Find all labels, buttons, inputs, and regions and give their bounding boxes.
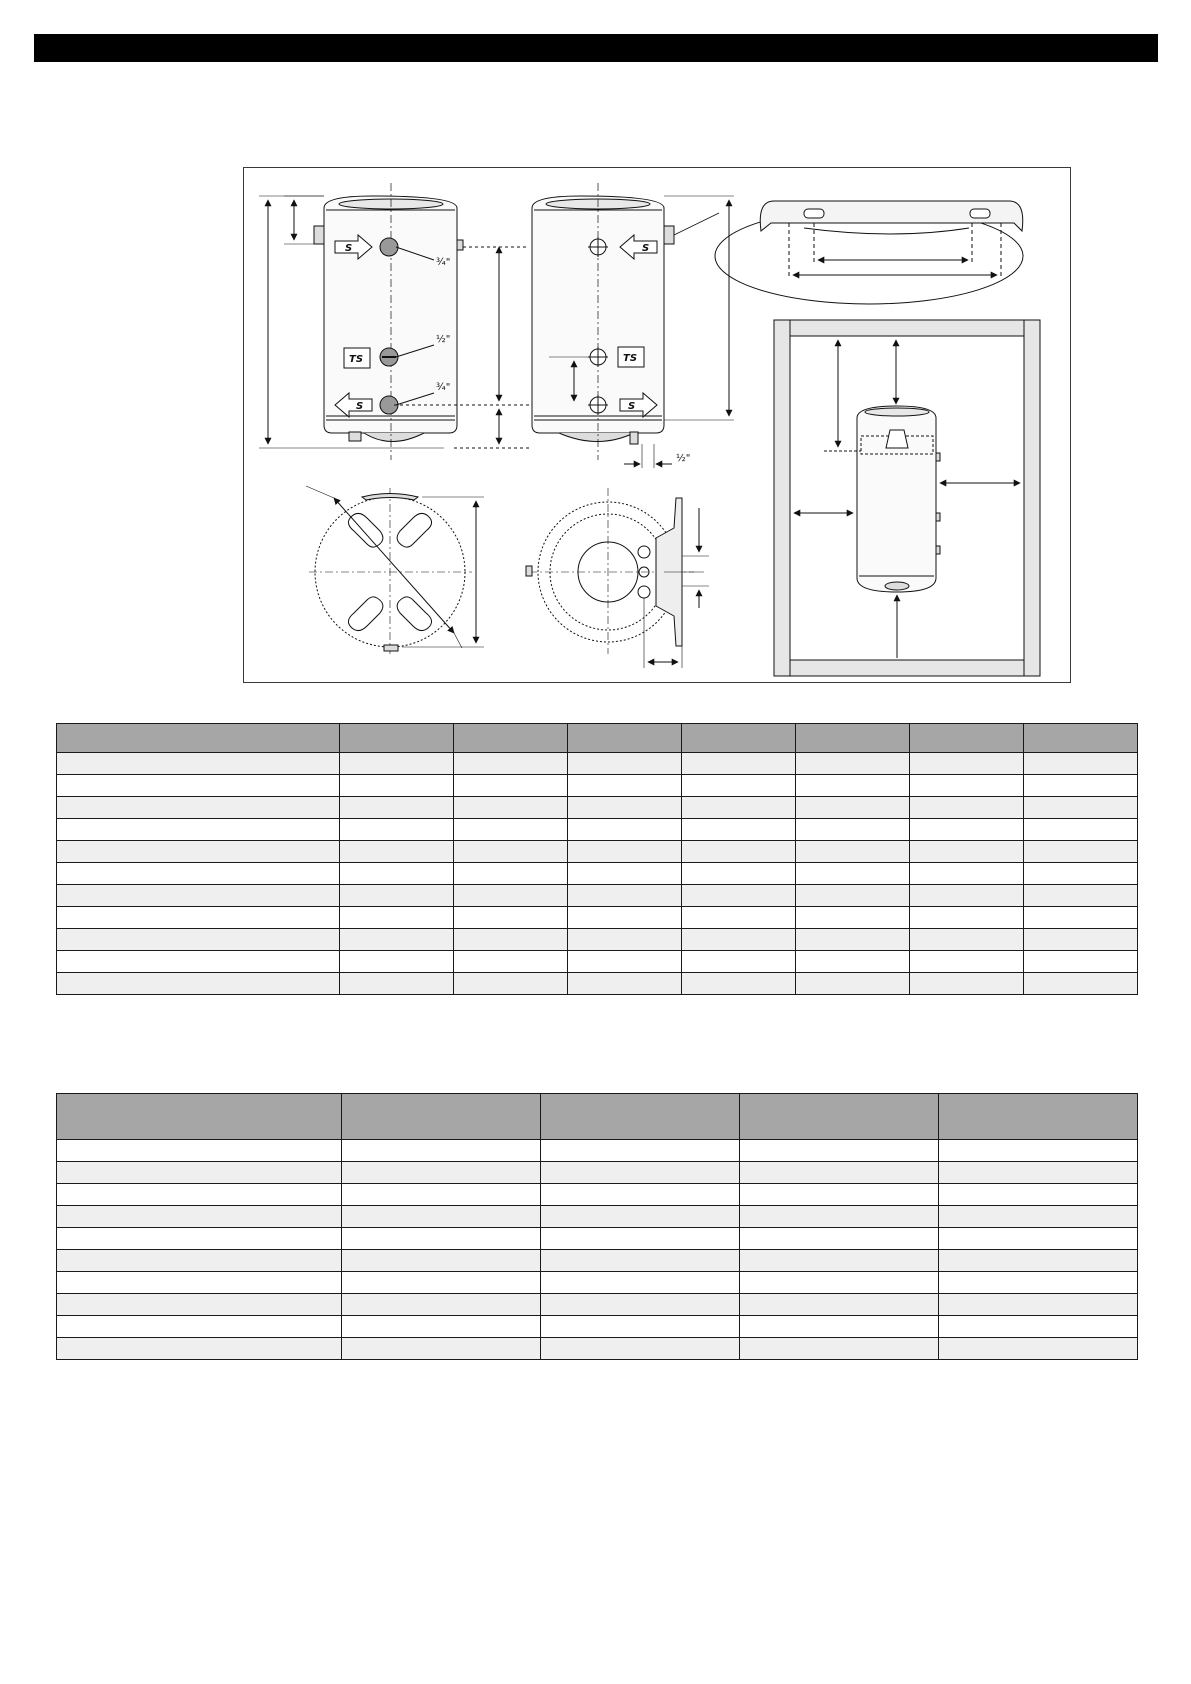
table-cell <box>342 1162 541 1184</box>
table-cell <box>910 797 1024 819</box>
table-row <box>57 1316 1138 1338</box>
table-header-row <box>57 1094 1138 1140</box>
table-cell <box>1024 797 1138 819</box>
table-cell <box>541 1162 740 1184</box>
table-cell <box>454 797 568 819</box>
table-cell <box>57 1094 342 1140</box>
table-cell <box>541 1140 740 1162</box>
table-cell <box>568 753 682 775</box>
table-cell <box>939 1316 1138 1338</box>
header-bar <box>34 34 1158 62</box>
table-cell <box>57 1184 342 1206</box>
table-cell <box>541 1228 740 1250</box>
table-row <box>57 1206 1138 1228</box>
table-cell <box>541 1250 740 1272</box>
table-cell <box>1024 907 1138 929</box>
table-cell <box>796 724 910 753</box>
table-cell <box>568 885 682 907</box>
table-cell <box>796 775 910 797</box>
table-cell <box>568 907 682 929</box>
table-cell <box>682 819 796 841</box>
table-cell <box>342 1294 541 1316</box>
table-cell <box>340 753 454 775</box>
fraction-three-quarter: ¾" <box>436 257 451 268</box>
table-cell <box>454 885 568 907</box>
s-label: S <box>642 243 650 254</box>
table-cell <box>939 1162 1138 1184</box>
installation-diagram <box>243 167 1071 683</box>
table-cell <box>910 929 1024 951</box>
table-cell <box>340 951 454 973</box>
table-cell <box>541 1338 740 1360</box>
table-cell <box>796 885 910 907</box>
table-cell <box>57 929 340 951</box>
table-cell <box>454 775 568 797</box>
table-cell <box>342 1250 541 1272</box>
table-cell <box>796 951 910 973</box>
table-row <box>57 1228 1138 1250</box>
specification-table-1 <box>56 723 1138 995</box>
table-cell <box>57 1338 342 1360</box>
table-cell <box>568 797 682 819</box>
table-row <box>57 1162 1138 1184</box>
table-cell <box>57 1316 342 1338</box>
table-row <box>57 885 1138 907</box>
table-cell <box>340 907 454 929</box>
table-cell <box>340 724 454 753</box>
table-row <box>57 1272 1138 1294</box>
table-cell <box>682 841 796 863</box>
table-cell <box>568 724 682 753</box>
table-cell <box>939 1140 1138 1162</box>
table-cell <box>740 1250 939 1272</box>
table-cell <box>454 724 568 753</box>
table-cell <box>740 1272 939 1294</box>
table-cell <box>57 1206 342 1228</box>
table-cell <box>454 841 568 863</box>
table-cell <box>939 1206 1138 1228</box>
table-cell <box>342 1338 541 1360</box>
table-cell <box>1024 863 1138 885</box>
table-cell <box>939 1250 1138 1272</box>
table-cell <box>910 753 1024 775</box>
top-view <box>306 486 484 654</box>
table-cell <box>342 1140 541 1162</box>
table-cell <box>57 863 340 885</box>
specification-table-2 <box>56 1093 1138 1360</box>
table-cell <box>1024 775 1138 797</box>
table-cell <box>1024 973 1138 995</box>
table-cell <box>57 951 340 973</box>
table-cell <box>740 1228 939 1250</box>
table-cell <box>340 973 454 995</box>
s-label: S <box>628 401 636 412</box>
table-cell <box>340 863 454 885</box>
table-cell <box>1024 929 1138 951</box>
table-row <box>57 929 1138 951</box>
table-row <box>57 1338 1138 1360</box>
side-view-tank <box>532 183 674 460</box>
table-cell <box>910 863 1024 885</box>
table-cell <box>568 863 682 885</box>
table-cell <box>939 1272 1138 1294</box>
table-cell <box>454 819 568 841</box>
table-row <box>57 819 1138 841</box>
table-cell <box>740 1162 939 1184</box>
table-row <box>57 1294 1138 1316</box>
table-row <box>57 973 1138 995</box>
table-cell <box>541 1184 740 1206</box>
table-cell <box>910 841 1024 863</box>
table-cell <box>454 863 568 885</box>
table-cell <box>57 907 340 929</box>
table-cell <box>1024 819 1138 841</box>
ts-label: TS <box>349 354 364 365</box>
table-cell <box>796 753 910 775</box>
table-cell <box>57 819 340 841</box>
table-cell <box>939 1338 1138 1360</box>
table-cell <box>682 973 796 995</box>
table-cell <box>740 1338 939 1360</box>
table-cell <box>740 1294 939 1316</box>
table-cell <box>682 863 796 885</box>
table-cell <box>796 797 910 819</box>
table-cell <box>1024 724 1138 753</box>
table-cell <box>740 1184 939 1206</box>
table-cell <box>541 1316 740 1338</box>
table-cell <box>340 885 454 907</box>
table-cell <box>796 973 910 995</box>
table-cell <box>568 819 682 841</box>
table-cell <box>796 929 910 951</box>
table-cell <box>740 1094 939 1140</box>
s-label: S <box>345 243 353 254</box>
table-cell <box>740 1316 939 1338</box>
table-cell <box>340 841 454 863</box>
table-cell <box>57 1250 342 1272</box>
table-cell <box>340 929 454 951</box>
table-cell <box>939 1294 1138 1316</box>
table-cell <box>57 841 340 863</box>
table-cell <box>682 885 796 907</box>
table-cell <box>57 1228 342 1250</box>
clearance-view <box>774 320 1040 676</box>
table-cell <box>939 1228 1138 1250</box>
table-cell <box>740 1206 939 1228</box>
bottom-view <box>526 488 709 668</box>
table-cell <box>796 907 910 929</box>
table-cell <box>454 907 568 929</box>
table-cell <box>568 929 682 951</box>
table-cell <box>342 1316 541 1338</box>
table-cell <box>796 863 910 885</box>
table-cell <box>910 973 1024 995</box>
table-cell <box>568 775 682 797</box>
table-cell <box>1024 951 1138 973</box>
table-cell <box>682 929 796 951</box>
table-cell <box>541 1094 740 1140</box>
table-cell <box>796 841 910 863</box>
table-cell <box>57 1162 342 1184</box>
table-cell <box>682 724 796 753</box>
table-cell <box>340 819 454 841</box>
table-cell <box>939 1184 1138 1206</box>
ts-label: TS <box>623 353 638 364</box>
table-cell <box>454 973 568 995</box>
table-row <box>57 1250 1138 1272</box>
table-cell <box>1024 841 1138 863</box>
table-cell <box>342 1184 541 1206</box>
table-cell <box>541 1272 740 1294</box>
table-row <box>57 775 1138 797</box>
table-cell <box>1024 885 1138 907</box>
front-view-tank <box>314 183 463 460</box>
table-row <box>57 797 1138 819</box>
table-cell <box>57 1294 342 1316</box>
table-row <box>57 1140 1138 1162</box>
wall-bracket-detail <box>715 201 1023 304</box>
table-cell <box>57 724 340 753</box>
fraction-half: ½" <box>676 453 691 464</box>
table-header-row <box>57 724 1138 753</box>
table-cell <box>910 951 1024 973</box>
fraction-three-quarter: ¾" <box>436 382 451 393</box>
table-cell <box>910 819 1024 841</box>
table-cell <box>910 775 1024 797</box>
table-row <box>57 753 1138 775</box>
table-cell <box>682 797 796 819</box>
table-row <box>57 1184 1138 1206</box>
table-cell <box>682 907 796 929</box>
table-cell <box>342 1272 541 1294</box>
table-cell <box>568 951 682 973</box>
table-cell <box>342 1228 541 1250</box>
table-cell <box>57 775 340 797</box>
table-cell <box>1024 753 1138 775</box>
table-cell <box>910 885 1024 907</box>
table-cell <box>57 753 340 775</box>
table-cell <box>939 1094 1138 1140</box>
table-cell <box>342 1094 541 1140</box>
table-cell <box>342 1206 541 1228</box>
table-row <box>57 841 1138 863</box>
table-cell <box>57 1140 342 1162</box>
table-cell <box>910 907 1024 929</box>
table-cell <box>57 885 340 907</box>
table-cell <box>682 951 796 973</box>
table-cell <box>682 753 796 775</box>
table-cell <box>57 1272 342 1294</box>
fraction-half: ½" <box>436 334 451 345</box>
table-cell <box>454 929 568 951</box>
table-cell <box>454 951 568 973</box>
table-cell <box>740 1140 939 1162</box>
table-cell <box>57 973 340 995</box>
table-cell <box>910 724 1024 753</box>
table-cell <box>340 775 454 797</box>
table-row <box>57 951 1138 973</box>
table-cell <box>682 775 796 797</box>
table-cell <box>541 1294 740 1316</box>
table-row <box>57 863 1138 885</box>
table-row <box>57 907 1138 929</box>
table-cell <box>454 753 568 775</box>
table-cell <box>568 973 682 995</box>
s-label: S <box>356 401 364 412</box>
table-cell <box>57 797 340 819</box>
table-cell <box>340 797 454 819</box>
table-cell <box>796 819 910 841</box>
table-cell <box>541 1206 740 1228</box>
table-cell <box>568 841 682 863</box>
